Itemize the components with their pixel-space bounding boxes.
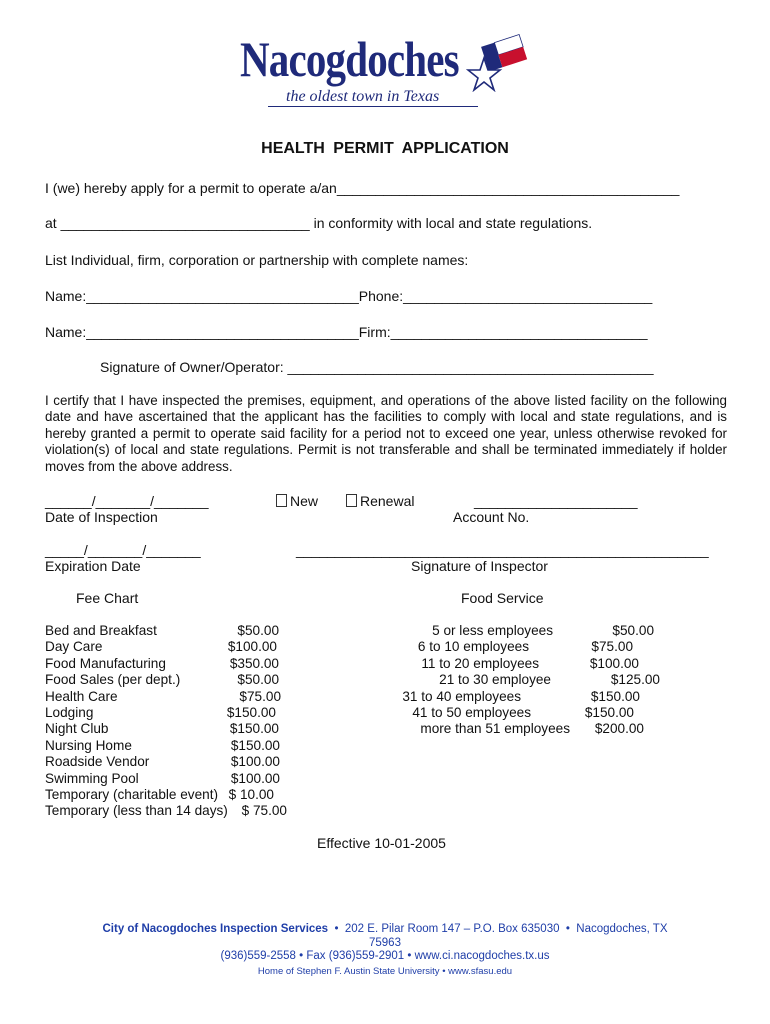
food-service-row-label: more than 51 employees (420, 721, 570, 737)
name-firm-line[interactable]: Name:___________________________________Firm:_________________________________ (45, 324, 648, 340)
food-service-row-amount: $100.00 (589, 655, 639, 671)
fee-row-label: Food Sales (per dept.) (45, 672, 181, 688)
food-service-row-amount: $150.00 (590, 688, 640, 704)
fee-row-label: Lodging (45, 705, 94, 720)
food-service-row-label: 31 to 40 employees (402, 688, 521, 704)
texas-flag-star-icon (466, 28, 532, 92)
fee-row-label: Roadside Vendor (45, 754, 150, 770)
food-service-row-label: 6 to 10 employees (417, 639, 529, 655)
footer-phone: (936)559-2558 (220, 950, 296, 962)
owner-signature-line[interactable]: Signature of Owner/Operator: _______________________________________________ (100, 359, 654, 375)
food-service-row-amount: $50.00 (612, 623, 654, 638)
new-checkbox[interactable] (276, 493, 318, 509)
fee-row-amount: $50.00 (237, 672, 279, 688)
logo-tagline: the oldest town in Texas (286, 88, 440, 105)
food-service-row-amount: $150.00 (584, 705, 634, 720)
fee-row-label: Swimming Pool (45, 770, 139, 786)
food-service-row-amount: $75.00 (591, 639, 633, 655)
fee-row-amount: $ 10.00 (228, 787, 274, 802)
footer-city: Nacogdoches, TX (576, 923, 668, 935)
fee-row-amount: $100.00 (227, 639, 277, 655)
fee-row-amount: $150.00 (226, 705, 276, 720)
fee-row-label: Temporary (charitable event) (45, 787, 219, 802)
inspection-date-label: Date of Inspection (45, 509, 158, 525)
certification-paragraph: I certify that I have inspected the premises, equipment, and operations of the above listed facility on the following date and have ascertained that the applicant has the facilities to comply with local and state regulations, and is hereby granted a permit to operate said facility for a period not to exceed one year, unless otherwise revoked for violation(s) of local and state regulations. Permit is not transferable and shall be terminated immediately if holder moves from the above address. (45, 393, 727, 474)
fee-row-amount: $150.00 (229, 721, 279, 737)
food-service-row-label: 41 to 50 employees (412, 705, 531, 720)
footer-address: City of Nacogdoches Inspection Services • 202 E. Pilar Room 147 – P.O. Box 635030 • Nacogdoches, TX 75963 (102, 923, 668, 949)
fee-row-amount: $ 75.00 (241, 803, 287, 819)
fee-row-amount: $75.00 (239, 688, 281, 704)
footer-home: Home of Stephen F. Austin State University (257, 966, 440, 977)
city-logo (228, 26, 538, 118)
inspector-signature-blank[interactable]: _____________________________________________________ (296, 542, 709, 558)
fee-row-label: Health Care (45, 688, 118, 704)
new-label: New (290, 493, 319, 509)
footer-org: City of Nacogdoches Inspection Services (102, 923, 329, 935)
food-service-row-amount: $200.00 (594, 721, 644, 737)
renewal-label: Renewal (360, 493, 415, 509)
expiration-date-blank[interactable]: _____/_______/_______ (45, 542, 201, 558)
form-title: HEALTH PERMIT APPLICATION (261, 140, 509, 157)
fee-row-label: Nursing Home (45, 737, 132, 753)
renewal-checkbox[interactable] (346, 493, 414, 509)
location-line[interactable]: at ________________________________ in conformity with local and state regulations. (45, 215, 593, 231)
fee-row-label: Night Club (45, 721, 109, 737)
operate-line[interactable]: I (we) hereby apply for a permit to operate a/an____________________________________________ (45, 180, 680, 196)
footer-website-link[interactable]: www.ci.nacogdoches.tx.us (414, 950, 550, 962)
fee-row-amount: $50.00 (237, 623, 279, 638)
new-checkbox-box[interactable] (276, 494, 287, 507)
food-service-heading: Food Service (461, 590, 544, 606)
fee-chart-heading: Fee Chart (76, 590, 139, 606)
footer-street: 202 E. Pilar Room 147 – P.O. Box 635030 (344, 923, 560, 935)
fee-row-amount: $350.00 (229, 655, 279, 671)
fee-row-amount: $150.00 (230, 737, 280, 753)
effective-date: Effective 10-01-2005 (317, 835, 446, 851)
renewal-checkbox-box[interactable] (346, 494, 357, 507)
expiration-date-label: Expiration Date (45, 558, 141, 574)
fee-row-label: Bed and Breakfast (45, 623, 157, 638)
fee-row-label: Temporary (less than 14 days) (45, 803, 228, 819)
footer-zip: 75963 (369, 937, 401, 949)
logo-underline (268, 106, 478, 107)
food-service-row-label: 5 or less employees (432, 623, 553, 638)
footer-university-link[interactable]: www.sfasu.edu (448, 966, 513, 977)
fee-row-label: Day Care (45, 639, 103, 655)
fee-row-label: Food Manufacturing (45, 655, 166, 671)
inspector-signature-label: Signature of Inspector (411, 558, 548, 574)
inspection-date-blank[interactable]: ______/_______/_______ (45, 493, 209, 509)
logo-wordmark: Nacogdoches (240, 31, 459, 87)
food-service-row-amount: $125.00 (610, 672, 660, 688)
footer-university: Home of Stephen F. Austin State University • www.sfasu.edu (257, 966, 513, 977)
name-phone-line[interactable]: Name:___________________________________Phone:________________________________ (45, 288, 653, 304)
food-service-row-label: 21 to 30 employee (439, 672, 551, 688)
account-label: Account No. (453, 509, 530, 525)
footer-contact: (936)559-2558 • Fax (936)559-2901 • www.ci.nacogdoches.tx.us (220, 950, 550, 962)
footer-fax: Fax (936)559-2901 (306, 950, 405, 962)
account-blank[interactable]: _____________________ (474, 493, 638, 509)
food-service-row-label: 11 to 20 employees (421, 655, 539, 671)
fee-row-amount: $100.00 (230, 770, 280, 786)
fee-row-amount: $100.00 (230, 754, 280, 770)
list-instruction: List Individual, firm, corporation or partnership with complete names: (45, 252, 469, 268)
